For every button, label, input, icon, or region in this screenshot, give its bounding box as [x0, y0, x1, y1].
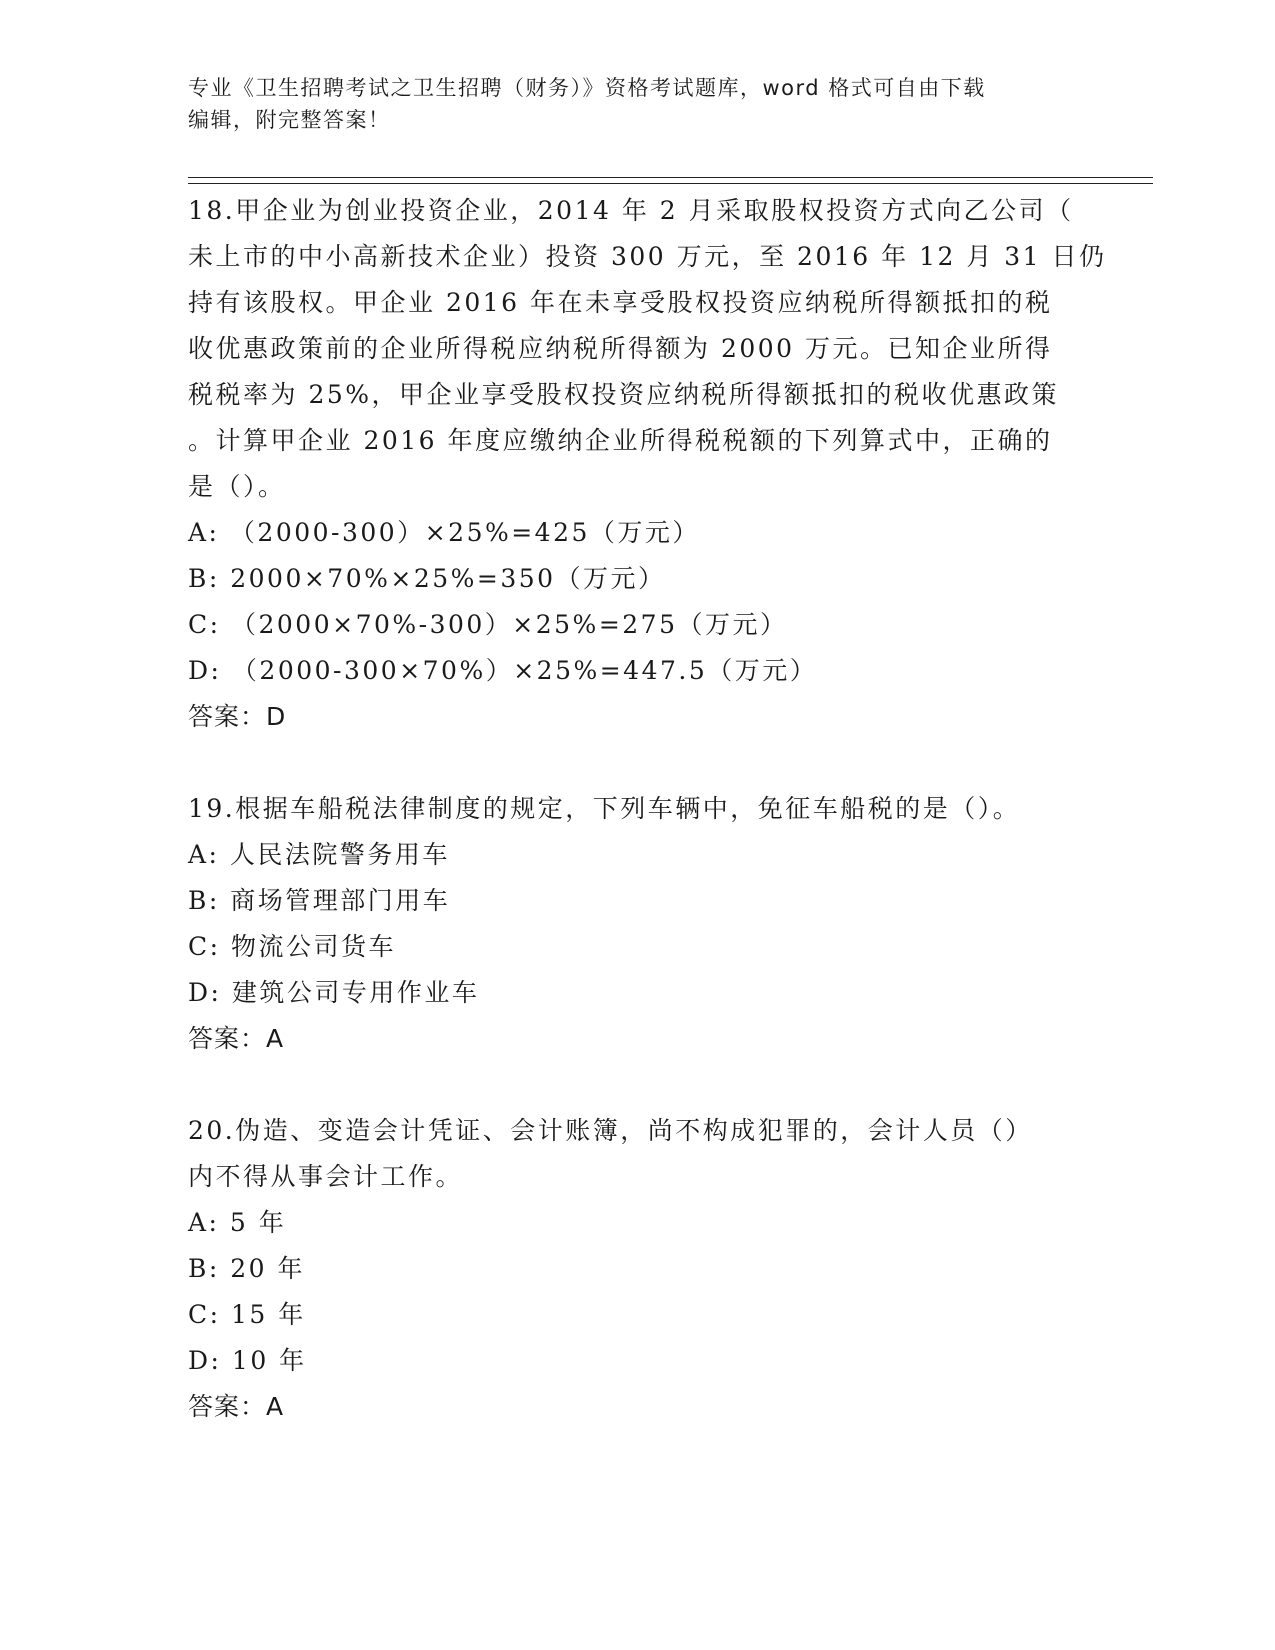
- option-a: A: 人民法院警务用车: [188, 840, 450, 869]
- option-b: B: 商场管理部门用车: [188, 886, 451, 915]
- option-c: C: 15 年: [188, 1300, 306, 1329]
- question-text-line: 税税率为 25%，甲企业享受股权投资应纳税所得额抵扣的税收优惠政策: [188, 380, 1060, 409]
- header-line-1: 专业《卫生招聘考试之卫生招聘（财务）》资格考试题库，word 格式可自由下载: [188, 76, 986, 100]
- question-20: [188, 1108, 1088, 1430]
- header-divider-bottom: [188, 183, 1153, 184]
- question-text-line: 。计算甲企业 2016 年度应缴纳企业所得税税额的下列算式中，正确的: [188, 426, 1053, 455]
- question-text-line: 内不得从事会计工作。: [188, 1162, 464, 1191]
- document-header: [188, 72, 1068, 136]
- option-a: A: 5 年: [188, 1208, 287, 1237]
- option-c: C: 物流公司货车: [188, 932, 396, 961]
- question-text-line: 是（）。: [188, 472, 286, 501]
- answer: 答案：A: [188, 1024, 285, 1053]
- header-divider-top: [188, 177, 1153, 178]
- option-b: B: 2000×70%×25%=350（万元）: [188, 564, 666, 593]
- answer: 答案：A: [188, 1392, 285, 1421]
- option-a: A: （2000-300）×25%=425（万元）: [188, 518, 700, 547]
- question-text-line: 持有该股权。甲企业 2016 年在未享受股权投资应纳税所得额抵扣的税: [188, 288, 1053, 317]
- option-d: D: 建筑公司专用作业车: [188, 978, 480, 1007]
- option-d: D: 10 年: [188, 1346, 307, 1375]
- spacer: [188, 1062, 1088, 1108]
- question-text-line: 18.甲企业为创业投资企业，2014 年 2 月采取股权投资方式向乙公司（: [188, 196, 1074, 225]
- option-d: D: （2000-300×70%）×25%=447.5（万元）: [188, 656, 818, 685]
- header-line-2: 编辑，附完整答案！: [188, 108, 391, 132]
- question-text-line: 19.根据车船税法律制度的规定，下列车辆中，免征车船税的是（）。: [188, 794, 1021, 823]
- question-18: [188, 188, 1107, 740]
- question-text-line: 20.伪造、变造会计凭证、会计账簿，尚不构成犯罪的，会计人员（）: [188, 1116, 1033, 1145]
- option-b: B: 20 年: [188, 1254, 305, 1283]
- spacer: [188, 740, 1088, 786]
- question-text-line: 收优惠政策前的企业所得税应纳税所得额为 2000 万元。已知企业所得: [188, 334, 1053, 363]
- question-list: [188, 188, 1107, 1430]
- answer: 答案：D: [188, 702, 287, 731]
- question-text-line: 未上市的中小高新技术企业）投资 300 万元，至 2016 年 12 月 31 日仍: [188, 242, 1107, 271]
- option-c: C: （2000×70%-300）×25%=275（万元）: [188, 610, 788, 639]
- question-19: [188, 786, 1088, 1062]
